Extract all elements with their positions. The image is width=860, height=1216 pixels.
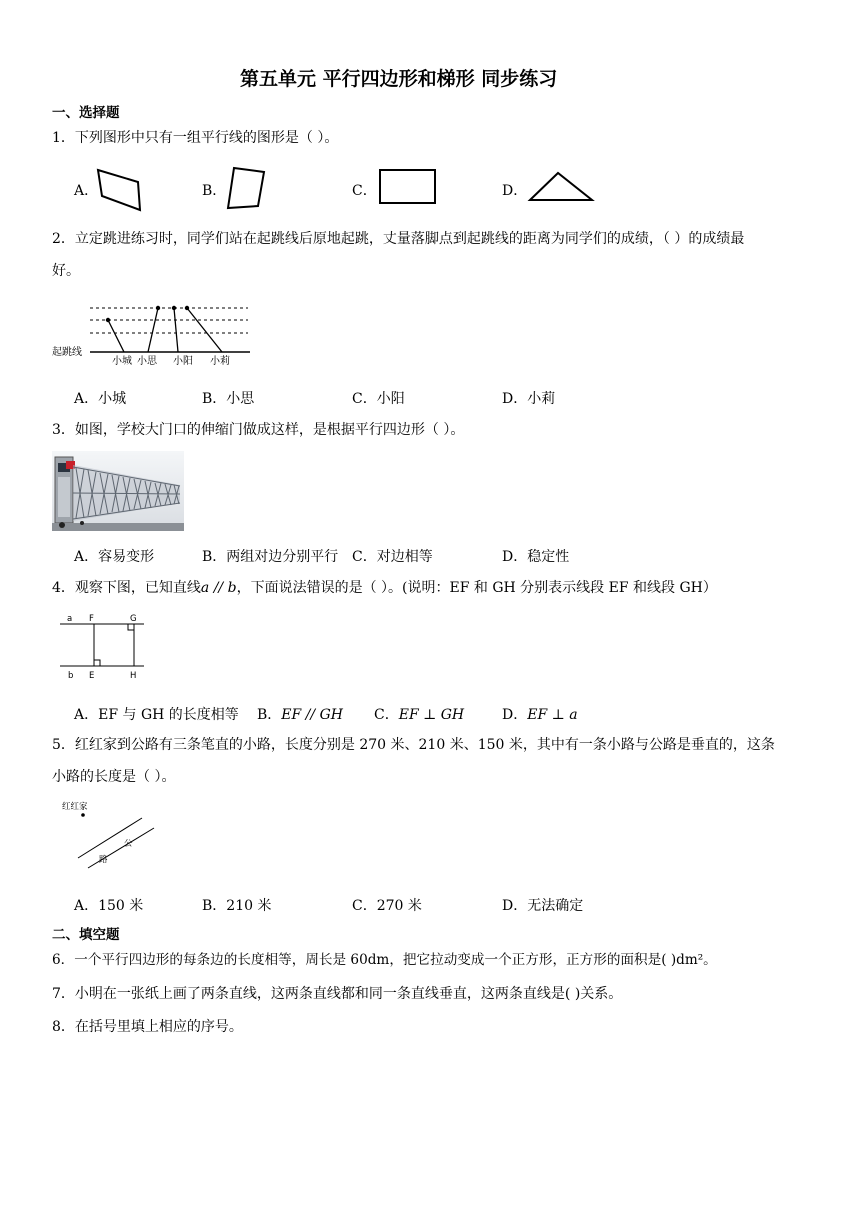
q2-option-d: D．小莉 bbox=[502, 391, 556, 407]
q4-label-h: H bbox=[130, 671, 137, 681]
q2-jump-figure bbox=[50, 300, 255, 370]
question-7-stem: 7．小明在一张纸上画了两条直线，这两条直线都和同一条直线垂直，这两条直线是( )关系。 bbox=[52, 986, 623, 1002]
q3-option-c: C．对边相等 bbox=[352, 549, 433, 565]
question-3-stem: 3．如图，学校大门口的伸缩门做成这样，是根据平行四边形（ ）。 bbox=[52, 422, 465, 438]
question-6-stem: 6．一个平行四边形的每条边的长度相等，周长是 60dm，把它拉动变成一个正方形，正方形的面积是( )dm²。 bbox=[52, 952, 717, 968]
q4-option-c bbox=[374, 704, 464, 724]
q1-option-d-shape bbox=[528, 170, 596, 204]
q5-road-char-lu: 路 bbox=[99, 855, 108, 865]
q3-option-a: A．容易变形 bbox=[74, 549, 155, 565]
q4-option-d-prefix: D． bbox=[502, 707, 528, 723]
page-title: 第五单元 平行四边形和梯形 同步练习 bbox=[240, 68, 558, 90]
q5-option-b: B．210 米 bbox=[202, 898, 272, 914]
q4-option-b-text: EF // GH bbox=[281, 707, 343, 723]
q2-name-xiaocheng: 小城 bbox=[112, 356, 132, 367]
q4-label-f: F bbox=[89, 614, 94, 624]
q4-option-a-text: EF 与 GH 的长度相等 bbox=[98, 707, 239, 723]
q5-road-figure bbox=[58, 800, 162, 870]
q4-option-b bbox=[257, 704, 343, 724]
question-4-stem bbox=[52, 581, 717, 595]
q1-option-c-shape bbox=[378, 168, 438, 206]
section-heading-choice: 一、选择题 bbox=[52, 105, 120, 121]
q4-option-c-text: EF ⊥ GH bbox=[398, 707, 465, 723]
q3-option-b: B．两组对边分别平行 bbox=[202, 549, 339, 565]
q4-stem-prefix: 4．观察下图，已知直线 bbox=[52, 580, 201, 596]
q4-parallel-lines-figure bbox=[60, 610, 150, 682]
q4-option-a bbox=[74, 704, 239, 724]
q4-option-d-text: EF ⊥ a bbox=[527, 707, 578, 723]
q2-name-xiaoyang: 小阳 bbox=[173, 356, 193, 367]
q1-option-a-label: A． bbox=[74, 183, 99, 199]
question-1-stem: 1．下列图形中只有一组平行线的图形是（ ）。 bbox=[52, 130, 339, 146]
q4-label-a: a bbox=[67, 614, 73, 624]
q4-label-g: G bbox=[130, 614, 137, 624]
q3-option-d: D．稳定性 bbox=[502, 549, 570, 565]
q2-name-xiaoli: 小莉 bbox=[210, 356, 230, 367]
q2-option-a: A．小城 bbox=[74, 391, 127, 407]
q4-option-a-prefix: A． bbox=[74, 707, 99, 723]
q5-option-d: D．无法确定 bbox=[502, 898, 584, 914]
q2-start-line-label: 起跳线 bbox=[52, 347, 82, 358]
q4-label-b: b bbox=[68, 671, 74, 681]
q4-stem-suffix: ，下面说法错误的是（ ）。(说明：EF 和 GH 分别表示线段 EF 和线段 GH） bbox=[236, 580, 717, 596]
q1-option-a-shape bbox=[96, 168, 146, 212]
question-8-stem: 8．在括号里填上相应的序号。 bbox=[52, 1019, 243, 1035]
q1-option-c-label: C． bbox=[352, 183, 377, 199]
q3-retractable-gate-photo bbox=[52, 451, 184, 531]
q5-road-char-gong: 公 bbox=[124, 839, 133, 849]
q5-home-label: 红红家 bbox=[62, 802, 88, 812]
q4-option-c-prefix: C． bbox=[374, 707, 399, 723]
q4-option-d bbox=[502, 704, 578, 724]
q2-name-xiaosi: 小思 bbox=[137, 356, 157, 367]
q5-option-a: A．150 米 bbox=[74, 898, 144, 914]
question-5-stem-line2: 小路的长度是（ ）。 bbox=[52, 769, 176, 785]
q5-option-c: C．270 米 bbox=[352, 898, 422, 914]
question-5-stem-line1: 5．红红家到公路有三条笔直的小路，长度分别是 270 米、210 米、150 米，其中有一条小路与公路是垂直的，这条 bbox=[52, 737, 775, 753]
question-2-stem-line2: 好。 bbox=[52, 263, 80, 279]
q1-option-b-label: B． bbox=[202, 183, 227, 199]
question-2-stem-line1: 2．立定跳进练习时，同学们站在起跳线后原地起跳，丈量落脚点到起跳线的距离为同学们的成绩，（ ）的成绩最 bbox=[52, 231, 745, 247]
q4-stem-math: a // b bbox=[200, 580, 237, 596]
q2-option-c: C．小阳 bbox=[352, 391, 405, 407]
q1-option-d-label: D． bbox=[502, 183, 528, 199]
q2-option-b: B．小思 bbox=[202, 391, 255, 407]
q4-label-e: E bbox=[89, 671, 95, 681]
section-heading-fill: 二、填空题 bbox=[52, 927, 120, 943]
q4-option-b-prefix: B． bbox=[257, 707, 282, 723]
q1-option-b-shape bbox=[226, 164, 268, 212]
